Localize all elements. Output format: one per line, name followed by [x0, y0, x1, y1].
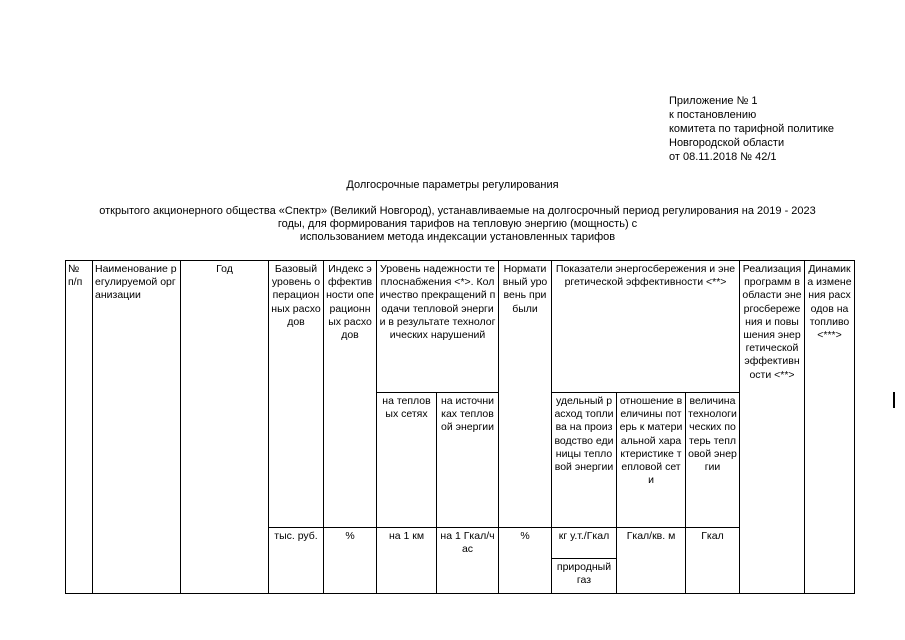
subheader-networks: на тепловых сетях	[376, 392, 437, 528]
header-base-opex: Базовый уровень операционных расходов	[268, 260, 324, 528]
appendix-line: Приложение № 1	[669, 95, 758, 107]
header-profit: Нормативный уровень прибыли	[498, 260, 552, 528]
subtitle-line: годы, для формирования тарифов на тепловую энергию (мощность) с	[277, 218, 638, 230]
unit-loss-value: Гкал	[685, 527, 740, 594]
appendix-line: комитета по тарифной политике	[669, 123, 835, 135]
subtitle-line: открытого акционерного общества «Спектр» (Великий Новгород), устанавливаемые на долгосрочный период регулирования на 2019 - 2023	[99, 205, 816, 217]
unit-fuel-type: природный газ	[551, 558, 617, 594]
unit-fuel-rate: кг у.т./Гкал	[551, 527, 617, 559]
appendix-line: к постановлению	[669, 109, 757, 121]
unit-profit: %	[498, 527, 552, 594]
unit-loss-ratio: Гкал/кв. м	[616, 527, 686, 594]
subheader-sources: на источниках тепловой энергии	[436, 392, 499, 528]
subheader-fuel-rate: удельный расход топлива на производство единицы тепловой энергии	[551, 392, 617, 528]
subtitle-line: использованием метода индексации установленных тарифов	[299, 231, 616, 243]
unit-networks: на 1 км	[376, 527, 437, 594]
unit-opex-index: %	[323, 527, 377, 594]
header-energy-efficiency: Показатели энергосбережения и энергетической эффективности <**>	[551, 260, 740, 393]
document-title: Долгосрочные параметры регулирования	[346, 179, 559, 191]
header-fuel-dynamics: Динамика изменения расходов на топливо <***>	[804, 260, 855, 594]
subheader-loss-ratio: отношение величины потерь к материальной характеристике тепловой сети	[616, 392, 686, 528]
header-num: № п/п	[65, 260, 93, 594]
unit-sources: на 1 Гкал/час	[436, 527, 499, 594]
appendix-line: от 08.11.2018 № 42/1	[669, 151, 777, 163]
unit-base-opex: тыс. руб.	[268, 527, 324, 594]
header-opex-index: Индекс эффективности операционных расходов	[323, 260, 377, 528]
header-reliability: Уровень надежности теплоснабжения <*>. Количество прекращений подачи тепловой энергии в результате технологических нарушений	[376, 260, 499, 393]
subheader-loss-value: величина технологических потерь тепловой энергии	[685, 392, 740, 528]
header-year: Год	[180, 260, 269, 594]
appendix-line: Новгородской области	[669, 137, 785, 149]
header-org-name: Наименование регулируемой организации	[92, 260, 181, 594]
scan-mark	[893, 392, 895, 408]
header-programs: Реализация программ в области энергосбережения и повышения энергетической эффективности <**>	[739, 260, 805, 594]
